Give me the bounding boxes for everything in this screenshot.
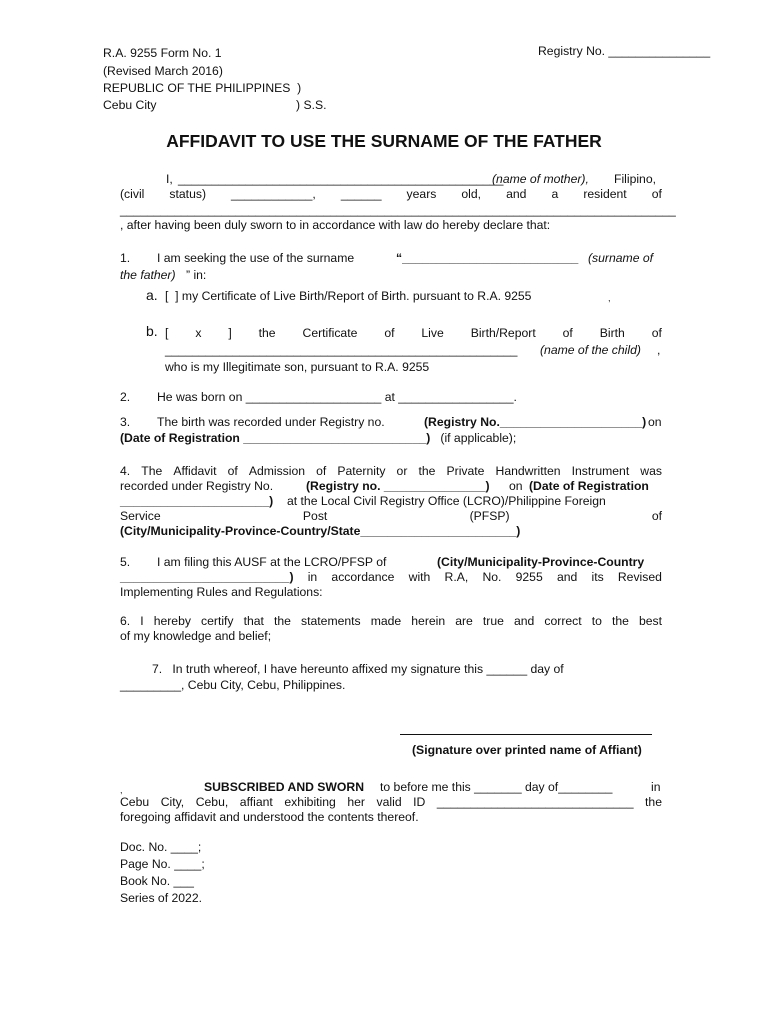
word: herein <box>411 614 446 628</box>
item6-line1 <box>120 614 662 629</box>
child-name-hint: (name of the child) <box>540 343 641 357</box>
location-blank: _________________________) <box>120 570 294 584</box>
word: Handwritten <box>495 464 561 478</box>
word: the <box>418 464 436 478</box>
word: resident <box>583 187 627 201</box>
mother-name-blank: ________________________________________________ <box>178 172 504 186</box>
checkbox-mark: x <box>195 326 202 340</box>
word: of <box>651 326 662 340</box>
document-title: AFFIDAVIT TO USE THE SURNAME OF THE FATHER <box>166 131 602 151</box>
form-number: R.A. 9255 Form No. 1 <box>103 46 222 60</box>
registry-no-field: (Registry No._____________________) <box>424 415 647 429</box>
word: 9255 <box>515 570 543 584</box>
on-word: on <box>509 479 523 493</box>
if-applicable: (if applicable); <box>437 431 517 445</box>
jurat-line1: to before me this _______ day of________ <box>380 780 613 794</box>
word: of <box>227 464 238 478</box>
word: Instrument <box>571 464 630 478</box>
option-b-line <box>165 326 662 341</box>
word: R.A, <box>444 570 469 584</box>
item7-line2: _________, Cebu City, Cebu, Philippines. <box>120 678 346 692</box>
word: ] <box>228 326 232 340</box>
registration-date-blank: ______________________) <box>120 494 274 508</box>
stray-mark: , <box>120 785 123 795</box>
civil-status-blank: ____________, <box>231 187 316 201</box>
subscribed-sworn: SUBSCRIBED AND SWORN <box>204 780 365 794</box>
item-number: 4. <box>120 464 131 478</box>
word: with <box>408 570 431 584</box>
in-word: ” in: <box>186 268 207 282</box>
republic-line: REPUBLIC OF THE PHILIPPINES ) <box>103 81 302 95</box>
child-name-blank: ____________________________________________________ <box>165 343 518 357</box>
location-field: (City/Municipality-Province-Country <box>437 555 645 569</box>
item4-line4 <box>120 509 662 524</box>
word: affiant <box>239 795 273 809</box>
signature-caption: (Signature over printed name of Affiant) <box>412 743 642 757</box>
ss-mark: ) S.S. <box>296 98 327 112</box>
word: Post <box>302 509 328 523</box>
word: I <box>140 614 144 628</box>
item2-text: He was born on ____________________ at _________________. <box>157 390 517 404</box>
item-number: 5. <box>120 555 131 569</box>
signature-line <box>400 734 652 735</box>
stray-mark: , <box>608 293 611 303</box>
registry-number: Registry No. _______________ <box>538 44 711 58</box>
word: are <box>455 614 473 628</box>
word: Admission <box>248 464 306 478</box>
item-number: 1. <box>120 251 131 265</box>
word: of <box>651 187 662 201</box>
word: Affidavit <box>173 464 217 478</box>
option-a-letter: a. <box>146 287 158 303</box>
item4-line3: at the Local Civil Registry Office (LCRO)/Philippine Foreign <box>287 494 606 508</box>
word: or <box>396 464 408 478</box>
civil-status-line <box>120 187 662 202</box>
comma-mark: , <box>657 343 661 357</box>
item5-line3: Implementing Rules and Regulations: <box>120 585 323 599</box>
word: Paternity <box>337 464 386 478</box>
word: to <box>591 614 602 628</box>
page-number: Page No. ____; <box>120 857 205 871</box>
item4-line1 <box>120 464 662 479</box>
word: Live <box>421 326 444 340</box>
word: [ <box>165 326 169 340</box>
on-word: on <box>648 415 662 429</box>
word: and <box>513 614 535 628</box>
word: statements <box>301 614 361 628</box>
mother-name-hint: (name of mother), <box>492 172 589 186</box>
id-blank: _____________________________ <box>436 795 634 809</box>
word: No. <box>482 570 502 584</box>
word: status) <box>169 187 206 201</box>
word: certify <box>201 614 234 628</box>
word: was <box>640 464 662 478</box>
word: her <box>347 795 365 809</box>
city-line: Cebu City <box>103 98 157 112</box>
registry-no-field: (Registry no. _______________) <box>306 479 490 493</box>
location-field: (City/Municipality-Province-Country/State_______________________) <box>120 524 521 538</box>
word: years <box>406 187 437 201</box>
word: Birth <box>599 326 625 340</box>
option-a-text: [ ] my Certificate of Live Birth/Report of Birth. pursuant to R.A. 9255 <box>165 289 532 303</box>
word: best <box>638 614 662 628</box>
item1-text: I am seeking the use of the surname <box>157 251 355 265</box>
item5-text: I am filing this AUSF at the LCRO/PFSP of <box>157 555 387 569</box>
word: Certificate <box>302 326 358 340</box>
word: hereby <box>153 614 191 628</box>
item-number: 2. <box>120 390 131 404</box>
series-year: Series of 2022. <box>120 891 202 905</box>
word: old, <box>461 187 482 201</box>
word: Birth/Report <box>470 326 536 340</box>
word: of <box>384 326 395 340</box>
father-hint: the father) <box>120 268 176 282</box>
word: true <box>482 614 504 628</box>
revision-note: (Revised March 2016) <box>103 64 223 78</box>
registration-date-field: (Date of Registration <box>529 479 649 493</box>
word: the <box>274 614 291 628</box>
surname-blank: “__________________________ <box>396 251 579 265</box>
item6-line2: of my knowledge and belief; <box>120 629 272 643</box>
word: and <box>556 570 578 584</box>
word: that <box>243 614 264 628</box>
word: its <box>591 570 604 584</box>
sworn-declaration: , after having been duly sworn to in accordance with law do hereby declare that: <box>120 218 551 232</box>
word: exhibiting <box>284 795 336 809</box>
word: City, <box>160 795 185 809</box>
word: made <box>370 614 402 628</box>
word: the <box>611 614 629 628</box>
item5-line2 <box>120 570 662 585</box>
option-b-line3: who is my Illegitimate son, pursuant to R.A. 9255 <box>165 360 430 374</box>
word: Cebu <box>120 795 150 809</box>
item3-text: The birth was recorded under Registry no. <box>157 415 385 429</box>
word: in <box>307 570 318 584</box>
residence-blank: __________________________________________________________________________________ <box>120 203 676 217</box>
filipino-word: Filipino, <box>614 172 656 186</box>
age-blank: ______ <box>340 187 382 201</box>
registration-date-field: (Date of Registration ___________________________) <box>120 431 431 445</box>
word: the <box>258 326 276 340</box>
word: and <box>506 187 527 201</box>
word: The <box>141 464 163 478</box>
item-number: 3. <box>120 415 131 429</box>
word: (civil <box>120 187 145 201</box>
intro-i: I, <box>166 172 173 186</box>
word: accordance <box>331 570 395 584</box>
in-word: in <box>651 780 661 794</box>
word: of <box>651 509 662 523</box>
word: the <box>645 795 662 809</box>
word: of <box>316 464 327 478</box>
option-b-letter: b. <box>146 323 158 339</box>
word: correct <box>544 614 582 628</box>
word: Private <box>446 464 485 478</box>
item7-line1: 7. In truth whereof, I have hereunto affixed my signature this ______ day of <box>152 662 564 676</box>
word: (PFSP) <box>469 509 510 523</box>
item-number: 6. <box>120 614 131 628</box>
doc-number: Doc. No. ____; <box>120 840 202 854</box>
word: valid <box>376 795 402 809</box>
book-number: Book No. ___ <box>120 874 194 888</box>
word: of <box>562 326 573 340</box>
jurat-line2 <box>120 795 662 810</box>
surname-hint: (surname of <box>588 251 654 265</box>
jurat-line3: foregoing affidavit and understood the contents thereof. <box>120 810 419 824</box>
word: Cebu, <box>195 795 229 809</box>
word: Revised <box>617 570 662 584</box>
word: a <box>551 187 559 201</box>
word: Service <box>120 509 161 523</box>
item4-line2: recorded under Registry No. <box>120 479 274 493</box>
word: ID <box>413 795 426 809</box>
